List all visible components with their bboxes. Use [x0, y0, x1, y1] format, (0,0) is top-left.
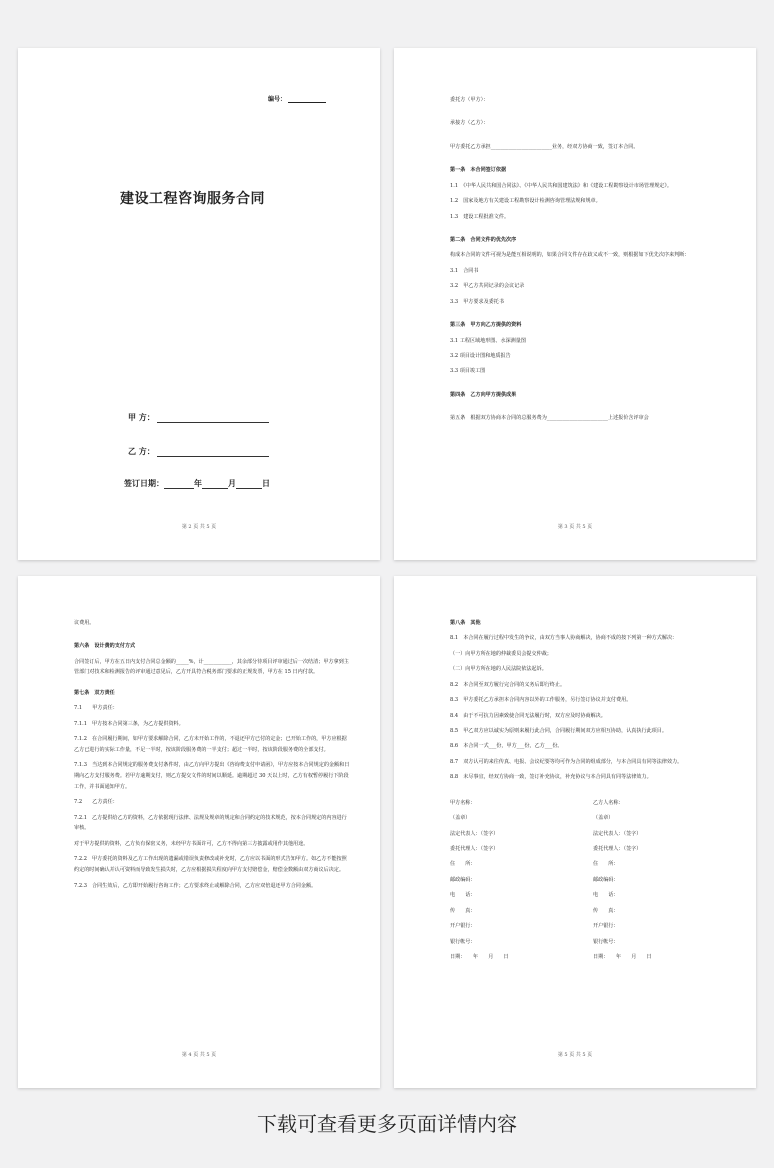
download-more-caption: 下载可查看更多页面详情内容 — [257, 1112, 517, 1136]
sign-date-label: 签订日期： — [124, 478, 164, 488]
party-a-signature-field: 日期： 年 月 日 — [450, 953, 509, 960]
section-heading: 第四条 乙方向甲方提供成果 — [450, 391, 517, 398]
clause-text: 8.1 本合同在履行过程中发生的争议，由双方当事人协商解决，协商不成的按下列第一种方式解决： — [450, 635, 678, 642]
spacer — [450, 380, 726, 388]
spacer — [450, 403, 726, 411]
clause-text: 委托方（甲方）： — [450, 97, 489, 103]
clause-text: 7.2 乙方责任： — [74, 799, 118, 806]
party-a-signature-field: 住 所： — [450, 861, 476, 868]
section-heading: 第八条 其他 — [450, 620, 481, 626]
month-blank — [202, 480, 228, 489]
contract-page-5 — [394, 576, 756, 1088]
clause-text: （一）向甲方所在地的仲裁委员会提交仲裁； — [450, 651, 552, 657]
contract-number-label: 编号： — [268, 96, 287, 103]
clause-text: 8.6 本合同一式___份，甲方___份，乙方___份。 — [450, 743, 563, 750]
clause-text: 甲方委托乙方承担________________________业务，经双方协商一致，签订本合同。 — [450, 143, 639, 150]
contract-number-field — [268, 94, 326, 103]
clause-text: 承接方（乙方）： — [450, 120, 489, 127]
clause-text: 8.4 由于不可抗力因素致使合同无法履行时，双方应及时协商解决。 — [450, 712, 606, 719]
party-b-signature-field: 银行帐号： — [593, 938, 619, 945]
party-a-signature-field: 邮政编码： — [450, 876, 476, 883]
signature-block — [450, 796, 726, 965]
spacer — [450, 108, 726, 116]
clause-text: 3.3 项目竣工图 — [450, 368, 486, 375]
clause-text: 8.8 未尽事宜，经双方协商一致，签订补充协议，补充协议与本合同具有同等法律效力。 — [450, 774, 652, 781]
party-a-signature-field: （盖章） — [450, 815, 471, 822]
party-b-blank — [157, 448, 269, 457]
party-a-label: 甲 方： — [128, 412, 155, 422]
clause-text: 3.1 合同书 — [450, 268, 479, 275]
page-number: 第 2 页 共 5 页 — [181, 524, 217, 530]
clause-text: 第五条 根据双方协商本合同的总服务费为________________________上述报价含评审会 — [450, 415, 649, 422]
clause-text: 1.1 《中华人民共和国合同法》、《中华人民共和国建筑法》和《建设工程勘察设计市场管理规定》。 — [450, 182, 673, 189]
clause-text: 7.1 甲方责任： — [74, 705, 118, 712]
section-heading: 第六条 设计费的支付方式 — [74, 643, 136, 650]
clause-text: 8.3 甲方委托乙方承担本合同内容以外的工作服务，另行签订协议并支付费用。 — [450, 697, 632, 704]
clause-text: 7.2.1 乙方提供给乙方的资料，乙方依据现行法律、法规及规章的规定和合同约定的技术规范，按本合同规定的内容进行审核。 — [74, 814, 347, 832]
party-a-field — [128, 412, 269, 423]
spacer — [450, 155, 726, 163]
clause-text: 合同签订后，甲方在五日内支付合同总金额的_____%，计___________，其余部分待项目评审通过后一次结清；甲方拿到主管部门对技术和检测报告的评审通过意见后，乙方开具符合税务部门要求的正规发票，甲方在 15 日内付款。 — [74, 658, 349, 676]
month-label: 月 — [228, 478, 236, 488]
clause-text: 8.7 双方认可的来往传真、电报、会议纪要等均可作为合同的组成部分，与本合同具有同等法律效力。 — [450, 758, 683, 765]
spacer — [450, 786, 726, 796]
page-number: 第 3 页 共 5 页 — [557, 524, 593, 530]
spacer — [450, 225, 726, 233]
party-b-signature-field: 日期： 年 月 日 — [593, 953, 652, 960]
clause-text: 3.3 甲方要求及委托书 — [450, 298, 504, 305]
party-b-signature-field: 住 所： — [593, 861, 619, 868]
party-a-signature-field: 开户银行： — [450, 923, 476, 930]
party-a-signature-field: 银行帐号： — [450, 938, 476, 945]
day-label: 日 — [262, 478, 270, 488]
clause-text: 3.1 工程区域地形图、水深测量图 — [450, 337, 526, 344]
clause-text: 议费用。 — [74, 620, 95, 626]
party-a-signature-field: 甲方名称： — [450, 799, 476, 806]
page-body — [450, 616, 726, 965]
party-b-field — [128, 446, 269, 457]
contract-number-blank — [288, 102, 326, 103]
party-b-signature-field: 传 真： — [593, 907, 619, 914]
party-b-label: 乙 方： — [128, 446, 155, 456]
section-heading: 第一条 本合同签订依据 — [450, 167, 507, 174]
page-number: 第 4 页 共 5 页 — [181, 1052, 217, 1058]
contract-title: 建设工程咨询服务合同 — [120, 190, 265, 206]
party-a-signature-field: 传 真： — [450, 907, 476, 914]
contract-page-4 — [18, 576, 380, 1088]
clause-text: 7.1.1 甲方按本合同第三条，为乙方提供资料。 — [74, 720, 184, 727]
party-b-signature-field: 邮政编码： — [593, 876, 619, 883]
section-heading: 第七条 双方责任 — [74, 690, 115, 696]
page-body — [450, 93, 726, 427]
contract-cover-page — [18, 48, 380, 560]
year-label: 年 — [194, 478, 202, 488]
clause-text: 1.2 国家及地方有关建设工程勘察设计检测咨询管理法规和规章。 — [450, 198, 601, 205]
party-b-signature-field: 开户银行： — [593, 923, 619, 930]
section-heading: 第三条 甲方向乙方提供的资料 — [450, 322, 522, 329]
year-blank — [164, 480, 194, 489]
clause-text: 构成本合同的文件可视为是能互相说明的，如果合同文件存在歧义或不一致，则根据如下优先次序来判断： — [450, 252, 690, 259]
section-heading: 第二条 合同文件的优先次序 — [450, 237, 517, 244]
clause-text: 1.3 建设工程批准文件。 — [450, 213, 510, 220]
party-a-blank — [157, 414, 269, 423]
spacer — [450, 310, 726, 318]
clause-text: 3.2 甲乙方共同记录的会议记录 — [450, 283, 525, 290]
page-body — [74, 616, 350, 894]
clause-text: 7.2.3 合同生效后，乙方即开始履行咨询工作；乙方要求终止或解除合同，乙方应双倍退还甲方合同金额。 — [74, 882, 317, 889]
sign-date-field — [124, 478, 270, 489]
clause-text: 7.1.3 当达到本合同规定的服务费支付条件时，由乙方向甲方提出《咨询费支付申请函》，甲方应按本合同规定的金额和日期向乙方支付服务费。若甲方逾期支付，则乙方提交文件的时间以顺延。逾期超过 30 天以上时，乙方有权暂停履行下阶段工作，并书面通知甲方。 — [74, 762, 350, 790]
day-blank — [236, 480, 262, 489]
spacer — [450, 132, 726, 140]
clause-text: 7.1.2 在合同履行期间，如甲方要求解除合同，乙方未开始工作的，不退还甲方已付的定金；已开始工作的，甲方应根据乙方已进行的实际工作量，不足一半时，按该阶段服务费的一半支付；超过一半时，按该阶段服务费的全部支付。 — [74, 736, 347, 753]
contract-page-3 — [394, 48, 756, 560]
party-b-signature-field: 乙方人名称： — [593, 799, 624, 806]
party-a-signature-field: 委托代理人：（签字） — [450, 846, 499, 853]
spacer — [74, 631, 350, 639]
party-a-signature-field: 法定代表人：（签字） — [450, 830, 499, 837]
clause-text: 8.5 甲乙双方应以诚实为原则来履行此合同，合同履行期间双方应相互协助，认真执行此项目。 — [450, 728, 667, 735]
party-b-signature-field: 法定代表人：（签字） — [593, 830, 642, 837]
clause-text: 8.2 本合同至双方履行完合同的义务后即行终止。 — [450, 681, 566, 688]
clause-text: 7.2.2 甲方委托的资料及乙方工作出现的遗漏或错误负责修改或补充时，乙方应以书面的形式告知甲方。如乙方不能按照约定的时间确认并认可资料而导致发生损失时，乙方应根据损失程度向甲方支付赔偿金，赔偿金数额由双方商议后决定。 — [74, 856, 347, 873]
clause-text: （二）向甲方所在地的人民法院依法起诉。 — [450, 666, 547, 673]
party-b-signature-field: 电 话： — [593, 892, 619, 899]
party-a-signature-field: 电 话： — [450, 892, 476, 899]
clause-text: 3.2 项目设计图和地质报告 — [450, 353, 511, 360]
party-b-signature-field: 委托代理人：（签字） — [593, 846, 642, 853]
page-number: 第 5 页 共 5 页 — [557, 1052, 593, 1058]
clause-text: 对于甲方提供的资料，乙方负有保密义务，未经甲方书面许可，乙方不得向第三方披露或用作其他用途。 — [74, 840, 309, 847]
party-b-signature-field: （盖章） — [593, 815, 614, 822]
